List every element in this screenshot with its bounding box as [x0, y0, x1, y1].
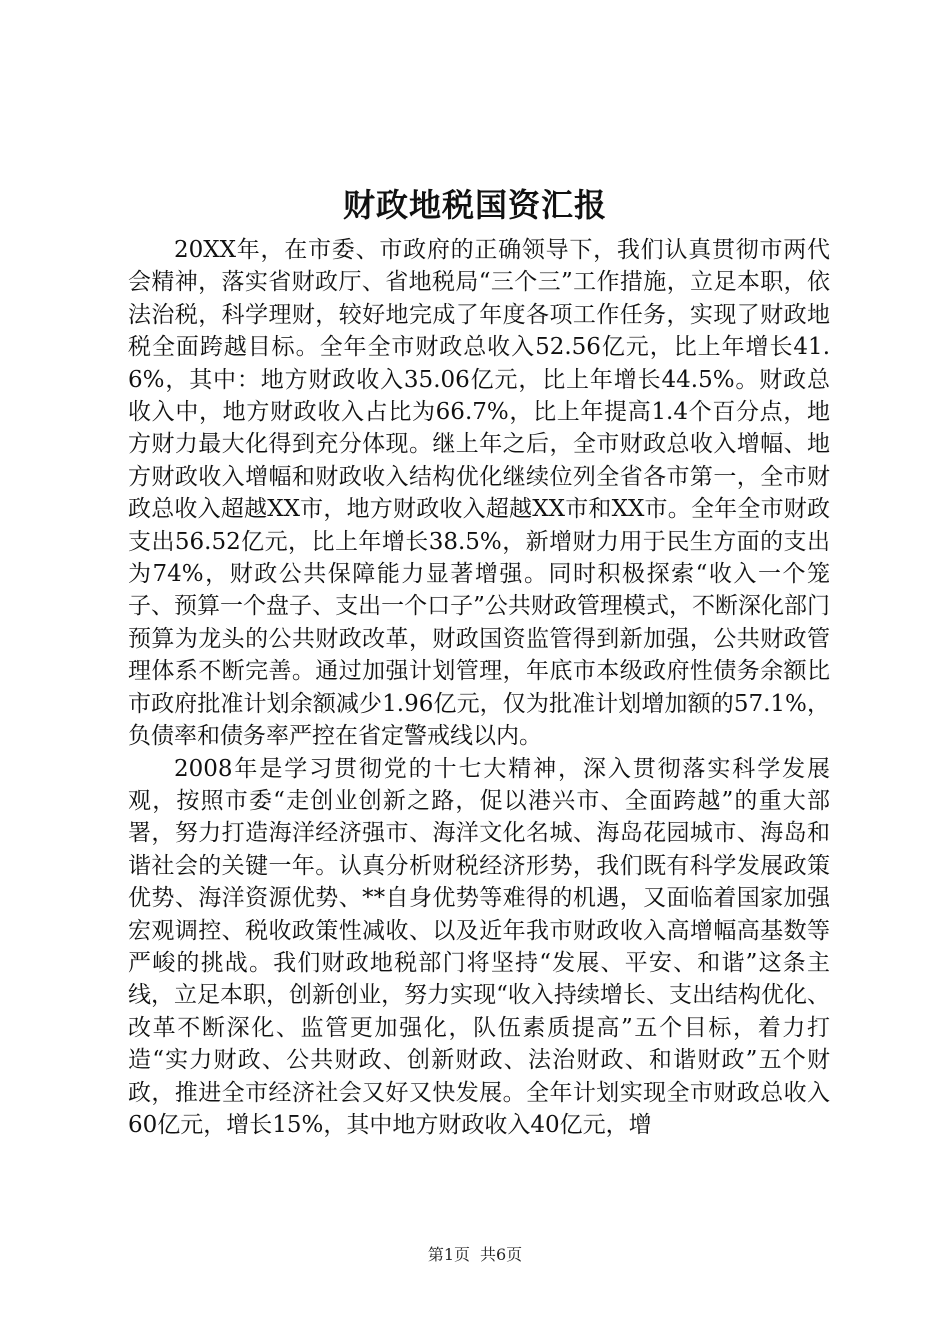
page-total: 共6页	[480, 1245, 523, 1264]
body-paragraph-2: 2008年是学习贯彻党的十七大精神，深入贯彻落实科学发展观，按照市委“走创业创新之路，促以港兴市、全面跨越”的重大部署，努力打造海洋经济强市、海洋文化名城、海岛花园城市、海岛和谐社会的关键一年。认真分析财税经济形势，我们既有科学发展政策优势、海洋资源优势、**自身优势等难得的机遇，又面临着国家加强宏观调控、税收政策性减收、以及近年我市财政收入高增幅高基数等严峻的挑战。我们财政地税部门将坚持“发展、平安、和谐”这条主线，立足本职，创新创业，努力实现“收入持续增长、支出结构优化、改革不断深化、监管更加强化，队伍素质提高”五个目标，着力打造“实力财政、公共财政、创新财政、法治财政、和谐财政”五个财政，推进全市经济社会又好又快发展。全年计划实现全市财政总收入60亿元，增长15%，其中地方财政收入40亿元，增	[128, 755, 830, 1138]
document-title: 财政地税国资汇报	[342, 186, 607, 224]
document-body	[128, 234, 830, 1141]
page-footer	[0, 1245, 950, 1265]
body-paragraph-1: 20XX年，在市委、市政府的正确领导下，我们认真贯彻市两代会精神，落实省财政厅、省地税局“三个三”工作措施，立足本职，依法治税，科学理财，较好地完成了年度各项工作任务，实现了财政地税全面跨越目标。全年全市财政总收入52.56亿元，比上年增长41.6%，其中：地方财政收入35.06亿元，比上年增长44.5%。财政总收入中，地方财政收入占比为66.7%，比上年提高1.4个百分点，地方财力最大化得到充分体现。继上年之后，全市财政总收入增幅、地方财政收入增幅和财政收入结构优化继续位列全省各市第一，全市财政总收入超越XX市，地方财政收入超越XX市和XX市。全年全市财政支出56.52亿元，比上年增长38.5%，新增财力用于民生方面的支出为74%，财政公共保障能力显著增强。同时积极探索“收入一个笼子、预算一个盘子、支出一个口子”公共财政管理模式，不断深化部门预算为龙头的公共财政改革，财政国资监管得到新加强，公共财政管理体系不断完善。通过加强计划管理，年底市本级政府性债务余额比市政府批准计划余额减少1.96亿元，仅为批准计划增加额的57.1%，负债率和债务率严控在省定警戒线以内。	[128, 237, 830, 750]
page-number: 第1页	[427, 1245, 470, 1264]
